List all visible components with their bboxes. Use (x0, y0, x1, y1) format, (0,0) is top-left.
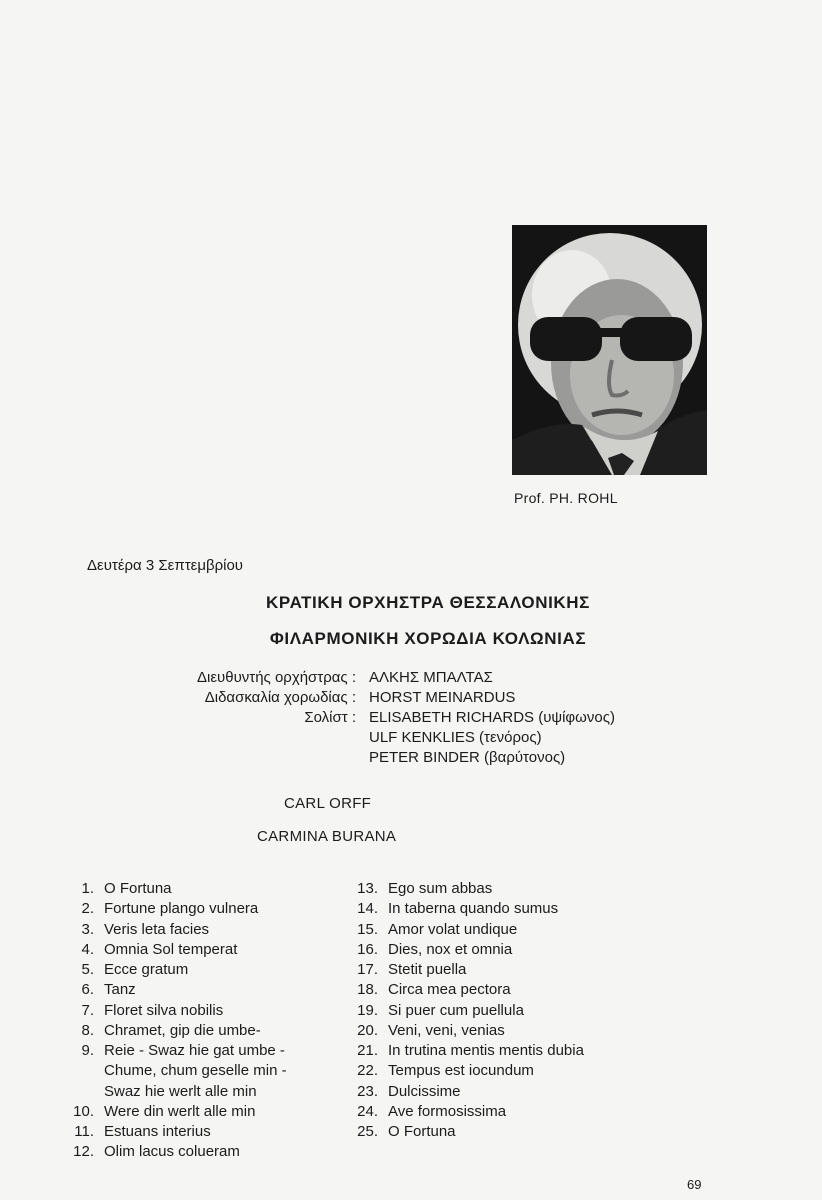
movement-title: Amor volat undique (388, 920, 518, 938)
movement-item (74, 1122, 287, 1142)
choir-name: ΦΙΛΑΡΜΟΝΙΚΗ ΧΟΡΩΔΙΑ ΚΟΛΩΝΙΑΣ (269, 629, 587, 648)
movement-item (81, 980, 287, 1000)
movement-number: 9. (81, 1042, 94, 1059)
movement-number: 4. (81, 940, 94, 958)
movement-item (104, 1082, 287, 1102)
movement-item (357, 1061, 584, 1081)
credit-name: HORST MEINARDUS (369, 689, 516, 706)
photo-caption: Prof. PH. ROHL (514, 490, 618, 506)
movement-list-right (357, 879, 584, 1142)
movement-number: 13. (357, 880, 378, 897)
movement-number: 11. (74, 1123, 94, 1140)
movement-number: 20. (357, 1021, 378, 1039)
movement-title: Tanz (104, 981, 136, 999)
role-conductor: Διευθυντής ορχήστρας : (197, 669, 356, 686)
movement-item (73, 1102, 287, 1122)
movement-title: Tempus est iocundum (388, 1062, 534, 1080)
movement-item (81, 920, 287, 940)
movement-number: 19. (357, 1001, 378, 1019)
movement-item (81, 1021, 287, 1041)
movement-item (357, 1021, 584, 1041)
portrait-image (512, 225, 707, 475)
movement-title: In taberna quando sumus (388, 900, 559, 918)
movement-item (81, 1001, 287, 1021)
movement-item (357, 960, 584, 980)
movement-number: 7. (81, 1001, 94, 1019)
movement-number: 22. (357, 1062, 378, 1080)
movement-title: In trutina mentis mentis dubia (388, 1042, 584, 1059)
credit-name: PETER BINDER (βαρύτονος) (369, 749, 566, 766)
movement-item (357, 940, 584, 960)
movement-number: 3. (81, 920, 94, 938)
movement-title: O Fortuna (104, 880, 172, 897)
movement-item (81, 960, 287, 980)
movement-title: Dies, nox et omnia (388, 940, 513, 958)
movement-item (357, 1041, 584, 1061)
credit-name: ULF KENKLIES (τενόρος) (369, 729, 542, 746)
movement-item (357, 899, 584, 919)
credit-names (369, 668, 615, 768)
orchestra-name: ΚΡΑΤΙΚΗ ΟΡΧΗΣΤΡΑ ΘΕΣΣΑΛΟΝΙΚΗΣ (266, 593, 590, 612)
movement-title: Reie - Swaz hie gat umbe - (104, 1042, 285, 1059)
movement-number: 14. (357, 900, 378, 918)
movement-item (81, 940, 287, 960)
role-choir-master: Διδασκαλία χορωδίας : (204, 689, 356, 706)
movement-number: 10. (73, 1102, 94, 1120)
movement-item (104, 1061, 287, 1081)
movement-title: Olim lacus colueram (104, 1143, 240, 1161)
movement-number: 16. (357, 940, 378, 958)
role-soloists: Σολίστ : (304, 709, 356, 726)
movement-title: Circa mea pectora (388, 981, 511, 999)
movement-title: Veni, veni, venias (388, 1021, 505, 1039)
credit-roles (0, 668, 356, 728)
movement-number: 18. (357, 981, 378, 999)
movement-item (357, 1082, 584, 1102)
credit-name: ELISABETH RICHARDS (υψίφωνος) (369, 709, 615, 726)
movement-item (81, 879, 287, 899)
movement-item (357, 920, 584, 940)
movement-number: 6. (81, 981, 94, 999)
movement-title: Dulcissime (388, 1082, 461, 1100)
movement-title: Veris leta facies (104, 920, 210, 938)
movement-number: 17. (357, 961, 378, 978)
movement-title: Swaz hie werlt alle min (104, 1082, 257, 1100)
movement-number: 25. (357, 1123, 378, 1140)
movement-title: O Fortuna (388, 1123, 456, 1140)
movement-title: Ecce gratum (104, 961, 189, 978)
work-title: CARMINA BURANA (257, 828, 397, 845)
movement-title: Stetit puella (388, 961, 467, 978)
movement-number: 8. (81, 1021, 94, 1039)
movement-title: Floret silva nobilis (104, 1001, 224, 1019)
movement-number: 21. (357, 1042, 378, 1059)
movement-item (357, 1102, 584, 1122)
portrait-photo (512, 225, 707, 475)
credit-name: ΑΛΚΗΣ ΜΠΑΛΤΑΣ (369, 669, 493, 686)
movement-number: 2. (81, 900, 94, 918)
page-number: 69 (687, 1177, 702, 1192)
movement-number: 24. (357, 1102, 378, 1120)
movement-number: 5. (81, 961, 94, 978)
movement-item (357, 980, 584, 1000)
movement-number: 23. (357, 1082, 378, 1100)
movement-number: 15. (357, 920, 378, 938)
composer-name: CARL ORFF (284, 795, 372, 812)
movement-item (357, 1001, 584, 1021)
movement-title: Estuans interius (104, 1123, 211, 1140)
movement-title: Ego sum abbas (388, 880, 493, 897)
movement-title: Fortune plango vulnera (104, 900, 259, 918)
movement-title: Were din werlt alle min (104, 1102, 256, 1120)
movement-title: Si puer cum puellula (388, 1001, 524, 1019)
movement-list-left (73, 879, 287, 1163)
movement-number: 12. (73, 1143, 94, 1161)
movement-title: Chramet, gip die umbe- (104, 1021, 261, 1039)
movement-title: Chume, chum geselle min - (104, 1062, 287, 1080)
movement-title: Omnia Sol temperat (104, 940, 238, 958)
movement-item (81, 1041, 287, 1061)
movement-item (81, 899, 287, 919)
movement-title: Ave formosissima (388, 1102, 507, 1120)
movement-number: 1. (81, 880, 94, 897)
movement-item (357, 1122, 584, 1142)
movement-item (357, 879, 584, 899)
concert-date: Δευτέρα 3 Σεπτεμβρίου (87, 557, 244, 574)
movement-item (73, 1142, 287, 1162)
